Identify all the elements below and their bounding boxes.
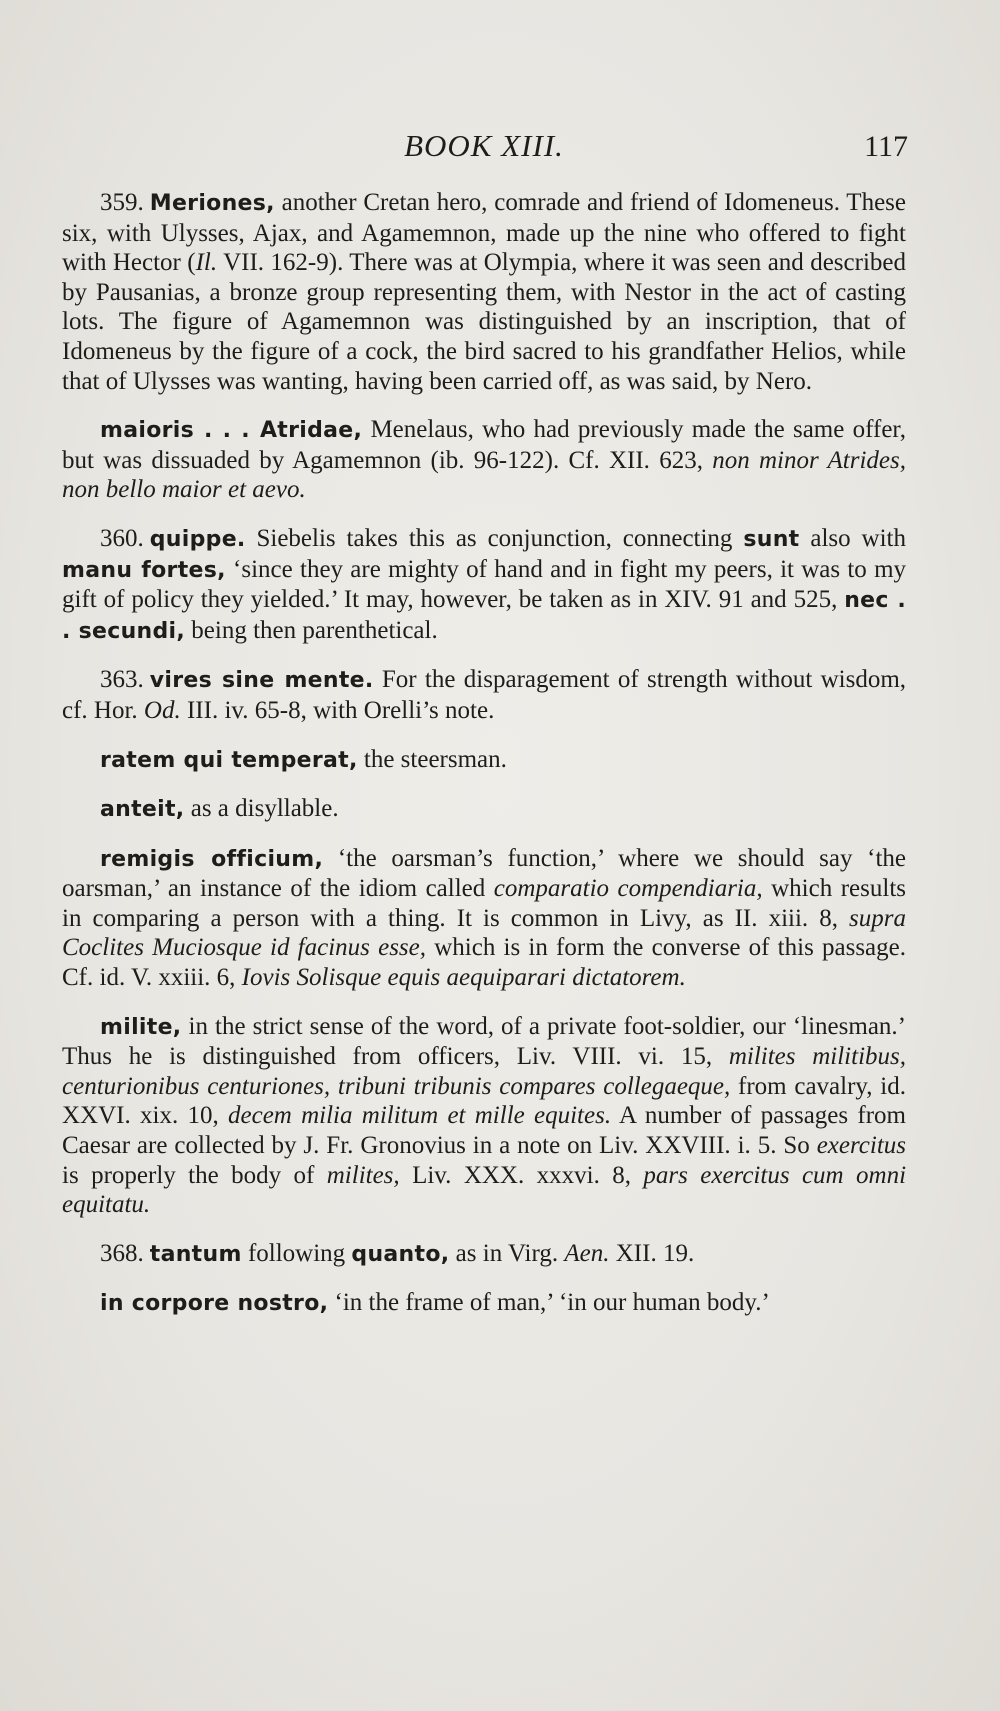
latin-quotation: milites, xyxy=(326,1161,400,1189)
note-text: which is in form the converse of this passage. Cf. id. V. xxiii. 6, xyxy=(62,934,906,992)
latin-quotation: Iovis Solisque equis aequiparari dictatorem. xyxy=(241,964,686,992)
line-reference: 368. xyxy=(100,1239,144,1267)
note-text: Menelaus, who had previously made the same offer, but was dissuaded by Agamemnon (ib. 96-122). Cf. XII. 623, xyxy=(62,416,906,474)
line-reference: 360. xyxy=(100,524,144,552)
commentary-note xyxy=(62,1012,906,1220)
page-header xyxy=(60,128,908,168)
latin-quotation: Od. xyxy=(143,696,181,724)
inline-lemma: nec . . secundi, xyxy=(62,588,907,644)
latin-quotation: pars exercitus cum omni equitatu. xyxy=(62,1161,907,1219)
page-number: 117 xyxy=(864,130,908,163)
lemma: anteit, xyxy=(100,797,185,823)
line-reference: 363. xyxy=(100,666,144,694)
note-text: as a disyllable. xyxy=(184,795,339,823)
commentary-note xyxy=(62,794,906,825)
lemma: ratem qui temperat, xyxy=(100,747,358,773)
commentary-note xyxy=(62,524,906,646)
lemma: maioris . . . Atridae, xyxy=(100,418,363,444)
inline-lemma: sunt xyxy=(743,526,800,552)
line-reference: 359. xyxy=(100,189,144,216)
note-text: being then parenthetical. xyxy=(185,616,438,644)
note-text: in the strict sense of the word, of a private foot-soldier, our ‘linesman.’ Thus he is distinguished from officers, Liv. VIII. vi. 15, xyxy=(62,1012,906,1071)
commentary-note xyxy=(62,844,906,993)
commentary-note xyxy=(62,188,906,396)
note-text: also with xyxy=(799,524,907,552)
inline-lemma: quanto, xyxy=(351,1241,450,1267)
commentary-note xyxy=(62,1288,906,1319)
note-text: ‘since they are mighty of hand and in fight my peers, it was to my gift of policy they yielded.’ It may, however, be taken as in XIV. 91 and 525, xyxy=(62,555,907,614)
note-text: ‘the oarsman’s function,’ where we should say ‘the oarsman,’ an instance of the idiom called xyxy=(62,844,906,903)
latin-quotation: Il. xyxy=(195,249,218,277)
note-text: the steersman. xyxy=(357,745,507,773)
latin-quotation: comparatio compendiaria, xyxy=(493,875,763,903)
latin-quotation: exercitus xyxy=(816,1132,906,1160)
note-text: A number of passages from Caesar are collected by J. Fr. Gronovius in a note on Liv. XXVIII. i. 5. So xyxy=(62,1102,906,1160)
note-text: For the disparagement of strength without wisdom, cf. Hor. xyxy=(62,666,907,724)
commentary-body xyxy=(62,188,906,1319)
latin-quotation: milites militibus, centurionibus centuriones, tribuni tribunis compares collegaeque, xyxy=(62,1043,906,1100)
running-title: BOOK XIII. xyxy=(404,128,564,163)
lemma: milite, xyxy=(100,1014,182,1040)
commentary-note xyxy=(62,665,906,725)
note-text: XII. 19. xyxy=(609,1239,695,1267)
latin-quotation: non minor Atrides, non bello maior et aevo. xyxy=(62,446,906,504)
lemma: remigis officium, xyxy=(100,846,324,872)
lemma: quippe. xyxy=(149,526,246,552)
note-text: VII. 162-9). There was at Olympia, where it was seen and described by Pausanias, a bronze group representing them, with Nestor in the act of casting lots. The figure of Agamemnon was distinguished by an inscription, that of Idomeneus by the figure of a cock, the bird sacred to his grandfather Helios, while that of Ulysses was wanting, having been carried off, as was said, by Nero. xyxy=(62,249,906,395)
note-text: III. iv. 65-8, with Orelli’s note. xyxy=(180,696,495,724)
note-text: as in Virg. xyxy=(449,1239,565,1267)
note-text: Siebelis takes this as conjunction, connecting xyxy=(245,524,744,552)
lemma: vires sine mente. xyxy=(149,668,374,694)
lemma: tantum xyxy=(149,1241,242,1267)
latin-quotation: supra Coclites Muciosque id facinus esse, xyxy=(62,904,906,962)
lemma: Meriones, xyxy=(149,191,275,216)
lemma: in corpore nostro, xyxy=(100,1291,329,1317)
note-text: ‘in the frame of man,’ ‘in our human body.’ xyxy=(328,1289,770,1317)
inline-lemma: manu fortes, xyxy=(62,557,226,583)
latin-quotation: decem milia militum et mille equites. xyxy=(228,1102,612,1130)
note-text: from cavalry, id. XXVI. xix. 10, xyxy=(62,1072,906,1130)
note-text: Liv. XXX. xxxvi. 8, xyxy=(399,1161,644,1189)
commentary-note xyxy=(62,415,906,505)
note-text: which results in comparing a person with a thing. It is common in Livy, as II. xiii. 8, xyxy=(62,875,906,932)
commentary-note xyxy=(62,1239,906,1270)
commentary-note xyxy=(62,745,906,776)
note-text: another Cretan hero, comrade and friend of Idomeneus. These six, with Ulysses, Ajax, and Agamemnon, made up the nine who offered to fight with Hector ( xyxy=(62,189,906,277)
note-text: is properly the body of xyxy=(62,1161,327,1189)
latin-quotation: Aen. xyxy=(564,1239,610,1267)
note-text: following xyxy=(241,1239,352,1267)
